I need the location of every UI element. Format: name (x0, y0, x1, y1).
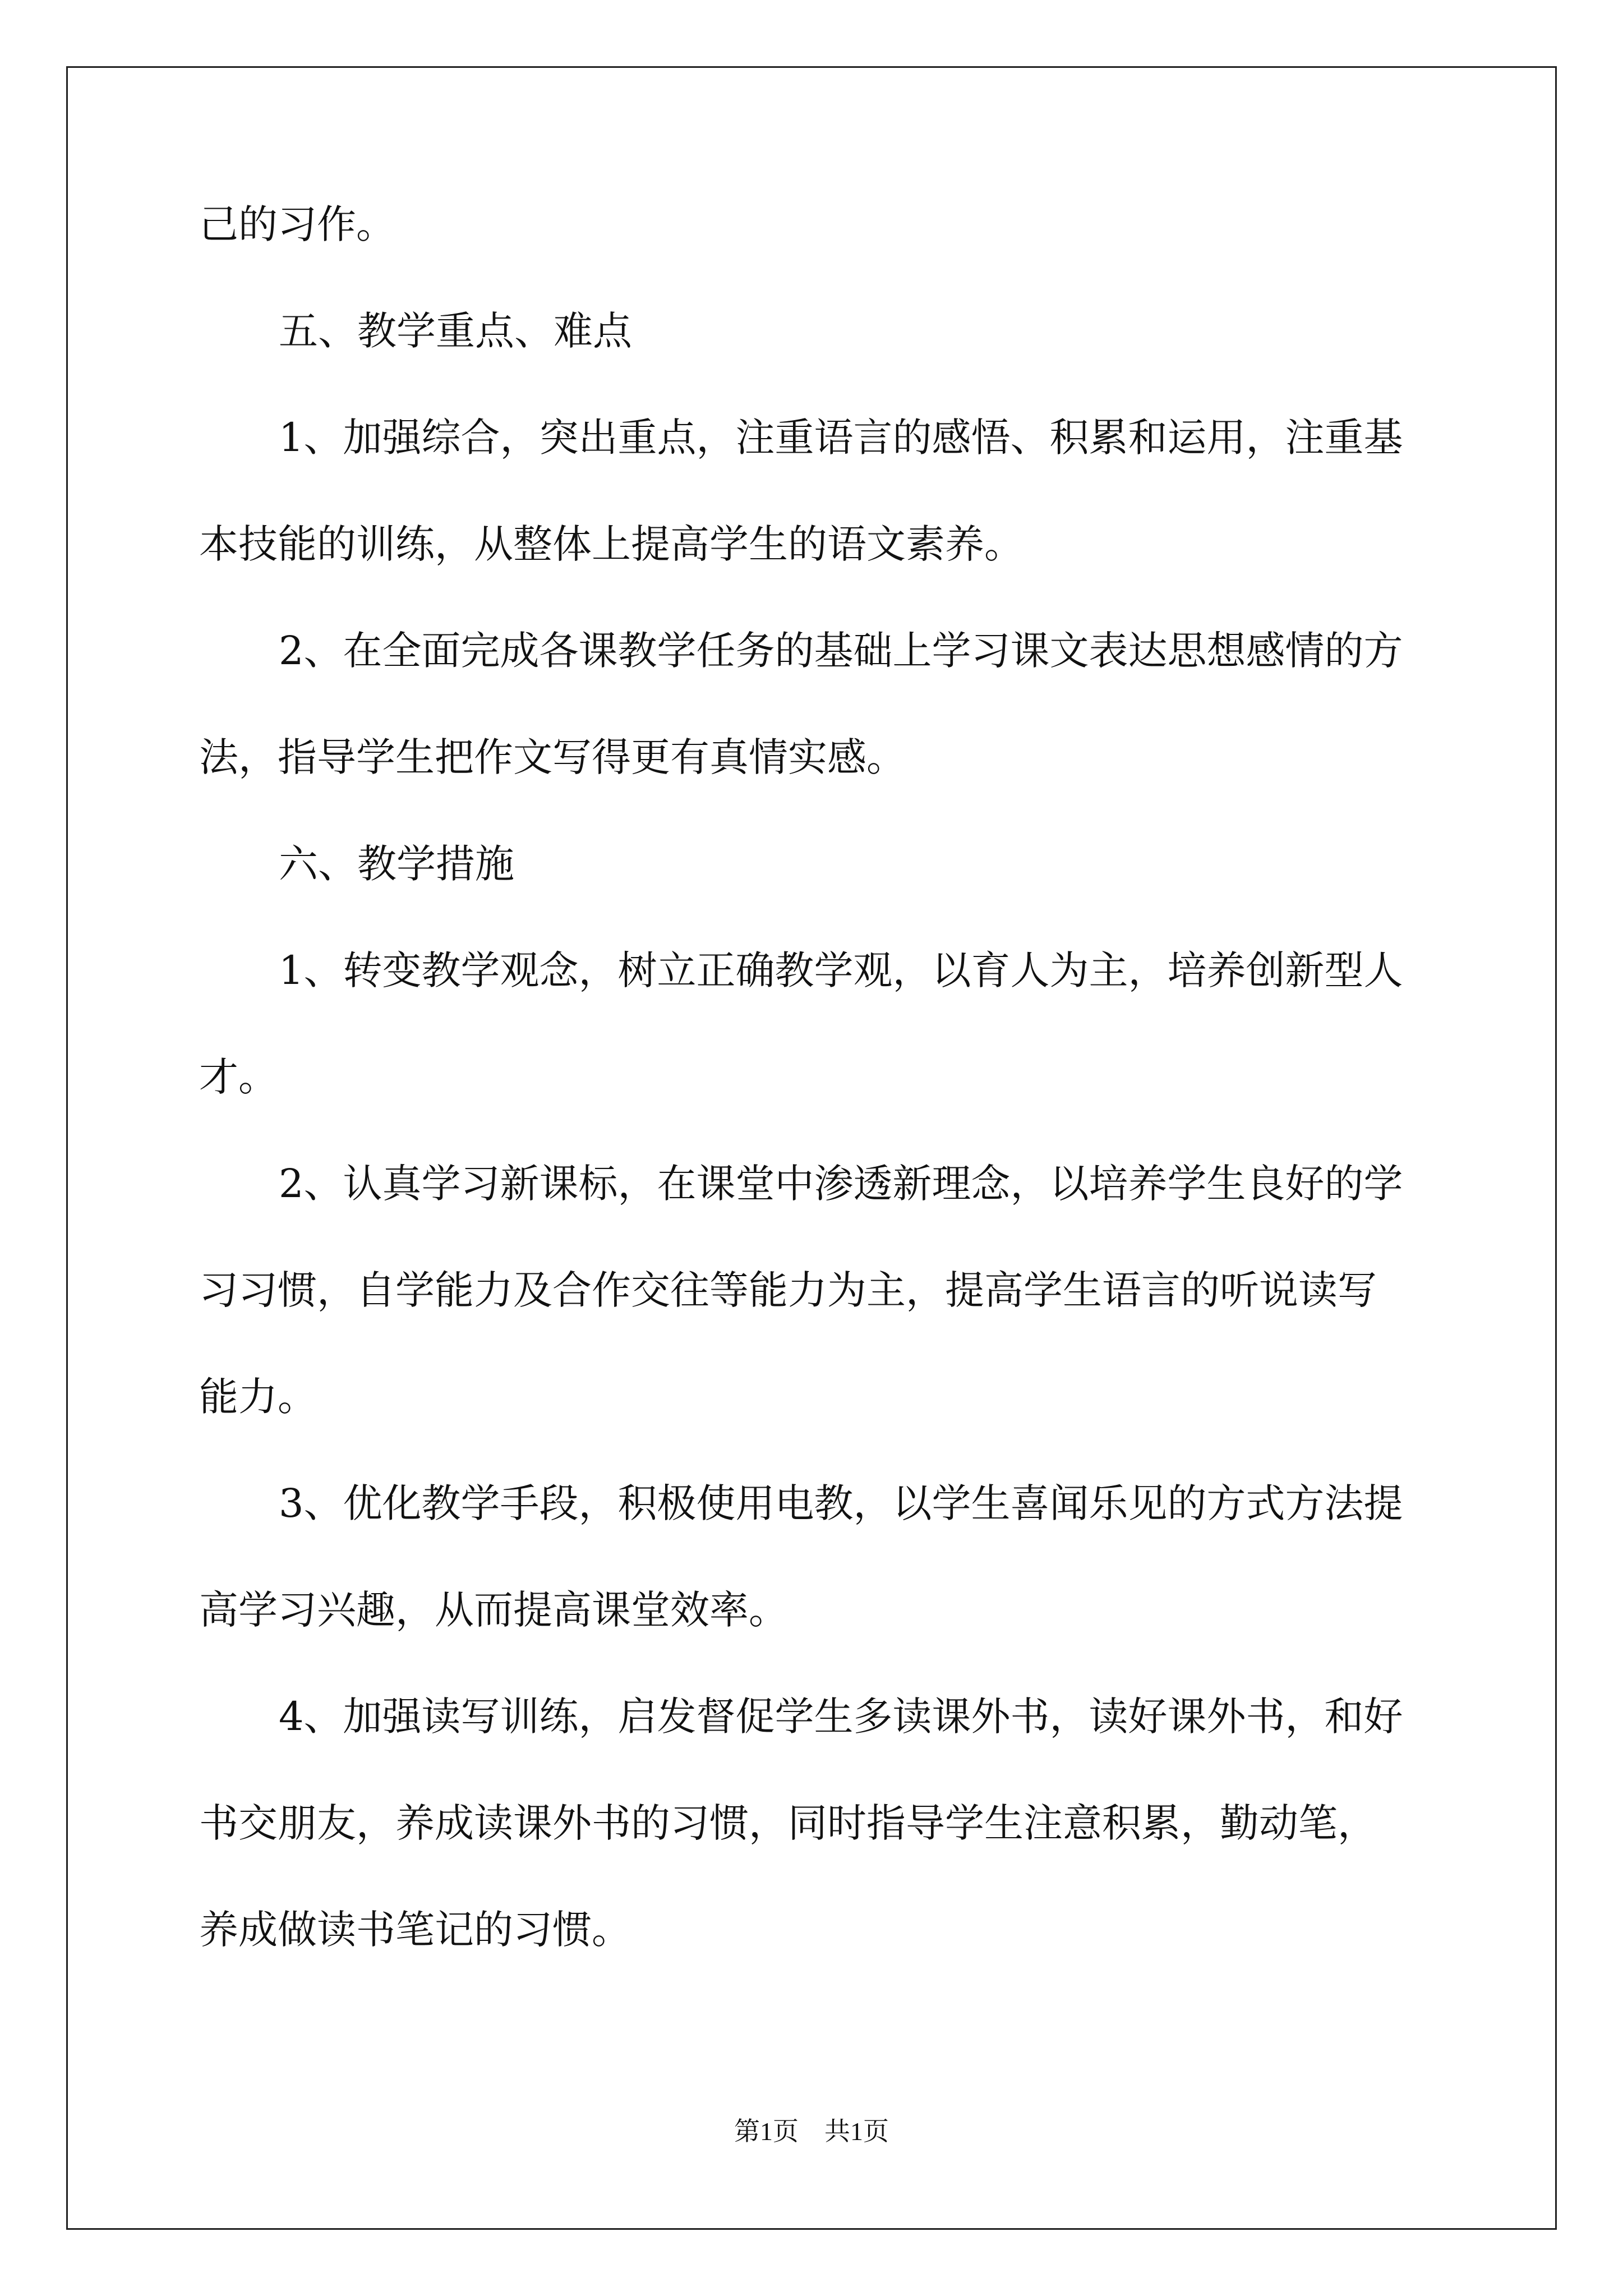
text-line: 高学习兴趣，从而提高课堂效率。 (199, 1587, 788, 1633)
text-line: 才。 (199, 1054, 278, 1100)
section-heading: 五、教学重点、难点 (279, 308, 632, 354)
text-line: 书交朋友，养成读课外书的习惯，同时指导学生注意积累，勤动笔， (199, 1800, 1377, 1846)
text-line: 法，指导学生把作文写得更有真情实感。 (199, 734, 906, 780)
text-line: 养成做读书笔记的习惯。 (199, 1907, 631, 1953)
text-line: 己的习作。 (199, 201, 395, 247)
text-line: 习习惯，自学能力及合作交往等能力为主，提高学生语言的听说读写 (199, 1267, 1377, 1313)
text-line: 2、在全面完成各课教学任务的基础上学习课文表达思想感情的方 (279, 628, 1403, 674)
page-number: 第1页 共1页 (734, 2117, 889, 2146)
section-heading: 六、教学措施 (279, 841, 514, 887)
text-line: 4、加强读写训练，启发督促学生多读课外书，读好课外书，和好 (279, 1694, 1403, 1740)
text-line: 能力。 (199, 1374, 317, 1420)
text-line: 2、认真学习新课标，在课堂中渗透新理念，以培养学生良好的学 (279, 1161, 1403, 1207)
text-line: 3、优化教学手段，积极使用电教，以学生喜闻乐见的方式方法提 (279, 1480, 1403, 1526)
text-line: 本技能的训练，从整体上提高学生的语文素养。 (199, 521, 1023, 567)
text-line: 1、加强综合，突出重点，注重语言的感悟、积累和运用，注重基 (279, 415, 1403, 461)
text-line: 1、转变教学观念，树立正确教学观，以育人为主，培养创新型人 (279, 947, 1403, 993)
